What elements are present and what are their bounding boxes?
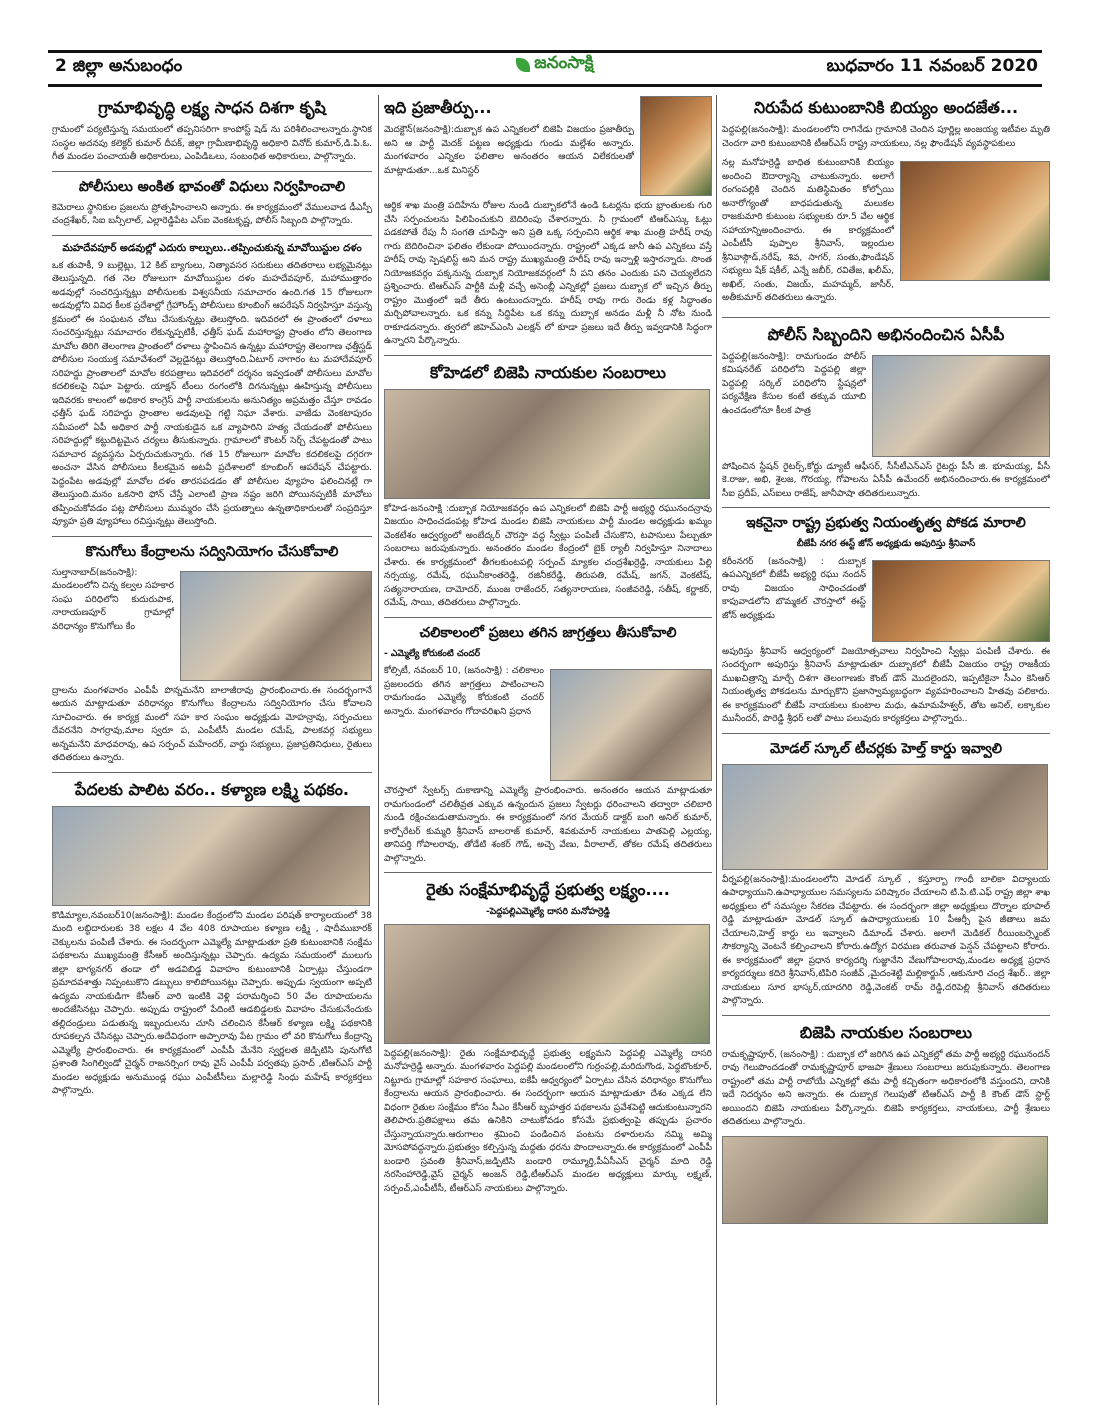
headline: పేదలకు పాలిట వరం.. కళ్యాణ లక్ష్మి పథకం. xyxy=(75,779,349,799)
issue-date: బుధవారం 11 నవంబర్ 2020 xyxy=(826,56,1038,76)
column-left xyxy=(52,92,372,1412)
header-bottom-rule xyxy=(48,84,1042,87)
article-body: వీర్నపల్లి(జనంసాక్షి):మండలంలోని మోడల్ స్కూల్ , కస్తూర్బా గాంధీ బాలికా విద్యాలయ ఉపాధ్యాయుని.ఉపాధ్యాయుల సమస్యలను పరిష్కారం చేయాలని టి.పి.టి.ఎఫ్ రాష్ట్ర జిల్లా శాఖ అధ్యక్షులు లో సమస్యల సేకరణ చేపట్టారు. ఈ సందర్భంగా జిల్లా అధ్యక్షులు దొర్నాల భూపాల్ రెడ్డి మాట్లాడుతూ మోడల్ స్కూల్ ఉపాధ్యాయులకు 10 పీఆర్సీ పైన జీతాలు జమ చేయాలని,హెల్త్ కార్డు లు ఇవ్వాలని డిమాండ్ చేశారు. అలాగే మెడికల్ రీయింబర్స్మెంట్ సౌకర్యాన్ని వెంటనే కల్పించాలని కోరారు.ఉద్యోగ విరమణ తరువాత పెన్షన్ చేపట్టాలని కోరారు. ఈ కార్యక్రమంలో జిల్లా ప్రధాన కార్యదర్శి గుజ్జానేని వేణుగోపాలరావు,మండల అధ్యక్ష ప్రధాన కార్యదర్శులు కదిరె శ్రీనివాస్,టిపిరి సంజీవ్ ,మైదంశెట్టి మల్లికార్జున్ ,ఆకునూరి చంద్ర శేఖర్.. జిల్లా నాయకులు సూర భాస్కర్,యాదగిరి రెడ్డి,వెంకట్ రామ్ రెడ్డి,దరిపెల్లి శ్రీనివాస్ తదితరులు పాల్గొన్నారు. xyxy=(722,874,1050,1006)
news-photo xyxy=(722,764,1048,870)
article-body: ఒక తుపాకీ, 9 బుల్లెట్లు, 12 కిట్ బ్యాగులు, నిత్యావసర సరుకులు తదితరాలు లభ్యమైనట్లు తెలుస్తున్నది. గత నెల రోజులుగా మావోయిస్టుల దళం మహదేవపూర్, మహాముత్తారం అడవుల్లో సంచరిస్తున్నట్లు పోలీసులకు విశ్వసనీయ సమాచారం ఉంది.గత 15 రోజులుగా అడవుల్లోని వివిధ కీలక ప్రదేశాల్లో గ్రేహౌండ్స్ పోలీసులు కూంబింగ్ ఆపరేషన్ నిర్వహిస్తూ వస్తున్న క్రమంలో ఈ సంఘటన చోటు చేసుకున్నట్లు తెలుస్తోంది. ఇదివరలో ఈ ప్రాంతంలో దళాలు సంచరిస్తున్నట్లు సమాచారం లేకున్నప్పటికీ, ఛత్తీస్ ఘడ్ మహారాష్ట్ర ప్రాంతం లోని తెలంగాణ మావోల తిరిగి తెలంగాణ ప్రాంతంలో దళాలు స్థాపించిన ఉన్నట్లు మహారాష్ట్ర తెలంగాణ ఛత్తీస్ఘడ్ పోలీసుల సంయుక్త సమావేశంలో వెల్లడైనట్లు తెలుస్తోంది.ఏటూర్ నాగారం టు మహాదేవపూర్ సరిహద్దు ప్రాంతాలలో మావోల కరపత్రాలు ఇదివరలో దర్శనం ఇవ్వడంతో పోలీసులు మావోల కదలికలపై నిఘా పెట్టారు. యాక్షన్ టీంలు రంగంలోకి దిగనున్నట్లు ఊహిస్తున్న పోలీసులు ఇదివరకు కాలంలో అధికార కాంగ్రెస్ పార్టీ నాయకులను అనునిత్యం అప్రమత్తం చేస్తూ రావడం ఛత్తీస్ ఘడ్ సరిహద్దు ప్రాంతాల అడవులపై గట్టి నిఘా వేశారు. వాజేడు వెంకటాపురం సమీపంలో ఏపీ అధికార పార్టీ నాయకుడైన ఒక వ్యాపారిని హత్య చేయడంతో పోలీసులు సరిహద్దుల్లో కట్టుదిట్టమైన చర్యలు తీసుకున్నారు. గ్రామాలలో కౌంటర్ సెర్చ్ చేపట్టడంతో పాటు సమాచార వ్యవస్థను ఏర్పరుచుకున్నారు. గత 15 రోజులుగా మావోల కదలికలపై దగ్గరగా అంచనా వేసిన పోలీసులు కీలకమైన అటవీ ప్రదేశాలలో కూంబింగ్ ఆపరేషన్ చేపట్టారు. పెద్దంపేట అడవుల్లో మావోల దళం తారసపడడం తో పోలీసుల వ్యూహం ఫలించినట్లే గా తెలుస్తుంది.మనం ఒకసారి ఫోన్ చేస్తే ఎలాంటి ప్రాణ నష్టం జరిగి పోయినప్పటికీ మావోలు తప్పించుకోవడం పట్ల పోలీసులు ముమ్మరం చేసే ప్రయత్నాలు ఉన్నతాధికారులతో సంప్రదిస్తూ వ్యూహ ప్రతి వ్యూహాలు రచిస్తున్నట్లు తెలుస్తోంది. xyxy=(52,260,372,527)
article-body: పెద్దపల్లి(జనంసాక్షి): మండలంలోని రాగినేడు గ్రామానికి చెందిన పూర్ణిల్ల అంజయ్య ఇటీవల మృతి చెందగా వారి కుటుంబానికి టీఆర్ఎస్ రాష్ట్ర నాయకులు, నల్ల ఫౌండేషన్ వ్యవస్థాపకులు xyxy=(722,125,1050,149)
article-divider xyxy=(52,772,372,773)
news-photo xyxy=(52,806,370,906)
headline: ఇకనైనా రాష్ట్ర ప్రభుత్వ నియంతృత్వ పోకడ మారాలి xyxy=(746,515,1026,531)
byline: బీజేపీ నగర ఈస్ట్ జోన్ అధ్యక్షుడు అపురిస్తు శ్రీనివాస్ xyxy=(796,539,976,549)
headline: నిరుపేద కుటుంబానికి బియ్యం అందజేత... xyxy=(753,98,1019,117)
news-photo xyxy=(872,560,1050,642)
column-right xyxy=(722,92,1050,1412)
article-divider xyxy=(384,355,712,356)
news-photo xyxy=(872,355,1050,457)
article-body: రామకృష్ణాపూర్, (జనంసాక్షి) : దుబ్బాక లో జరిగిన ఉప ఎన్నికల్లో తమ పార్టీ అభ్యర్థి రఘునందన్ రావు గెలుపొందడంతో రామకృష్ణాపూర్ భాజపా శ్రేణులు సంబరాలు జరుపుకున్నారు. తెలంగాణ రాష్ట్రంలో తమ పార్టీ రాబోయే ఎన్నికల్లో తమ పార్టీ కచ్చితంగా అధికారంలోకి వస్తుందని, దానికి ఇదే నిదర్శనం అని అన్నారు. ఈ దుబ్బాక గెలుపుతో టిఆర్ఎస్ పార్టీ కి కౌంట్ డౌన్ స్టార్ట్ అయిందని బిజెపి నాయకులు పేర్కొన్నారు. బిజెపి కార్యకర్తలు, నాయకులు, పార్టీ శ్రేణులు తదితరులు పాల్గొన్నారు. xyxy=(722,1049,1050,1127)
headline: కోహెడలో బిజెపి నాయకుల సంబరాలు xyxy=(430,362,666,382)
byline: -పెద్దపల్లిఎమ్మెల్యే దాసరి మనోహర్రెడ్డి xyxy=(486,907,610,917)
article-body: కోల్సిటీ, నవంబర్ 10, (జనంసాక్షి) : చలికాలం ప్రజలందరు తగిన జాగ్రత్తలు పాటించాలని రామగుండం ఎమ్మెల్యే కోరుకంటి చందర్ అన్నారు. మంగళవారం గోదావరిఖని ప్రధాన xyxy=(384,666,544,717)
news-photo xyxy=(384,389,710,499)
news-photo xyxy=(384,924,710,1044)
column-divider xyxy=(378,95,379,1405)
article-divider xyxy=(384,872,712,873)
masthead-logo xyxy=(500,50,610,80)
column-middle xyxy=(384,92,712,1412)
article-divider xyxy=(52,171,372,172)
portrait-photo xyxy=(640,96,712,196)
byline: - ఎమ్మెల్యే కోరుకంటి చందర్ xyxy=(384,648,481,659)
article-body: పెద్దపల్లి(జనంసాక్షి): రైతు సంక్షేమాభివృద్ధే ప్రభుత్వ లక్ష్యమని పెద్దపల్లి ఎమ్మెల్యే దాసరి మనోహర్రెడ్డి అన్నారు. మంగళవారం పెద్దపల్లి మండలంలోని గుర్రంపల్లి,మరిదుగొండ, పెద్దబొంకూర్, నిట్టూరు గ్రామాల్లో సహకార సంఘాలు, ఐకేపీ ఆధ్వర్యంలో ఏర్పాటు చేసిన వరిధాన్యం కొనుగోలు కేంద్రాలను ఆయన ప్రారంభించారు. ఈ సందర్భంగా ఆయన మాట్లాడుతూ దేశం ఎక్కడ లేని విధంగా రైతుల సంక్షేమం కోసం సీఎం కేసీఆర్ బృహత్తర పథకాలను ప్రవేశపెట్టి ఆదుకుంటున్నారని తెలిపారు.ప్రతిపక్షాలు తమ ఉనికిని చాటుకోవడం కోసమే ప్రభుత్వంపై తప్పుడు ప్రచారం చేస్తున్నాయన్నారు.ఆరుగాలం శ్రమించి పండించిన పంటను దళారులను నమ్మి అమ్మి మోసపోవద్దన్నారు.ప్రభుత్వం కల్పిస్తున్న మద్దతు ధరను పొందాలన్నారు.ఈ కార్యక్రమంలో ఎంపీపీ బండారి స్రవంతి శ్రీనివాస్,జడ్పిటిసి బండారి రామ్మూర్తి,పీఏసీఎస్ చైర్మన్ మాది రెడ్డి నరసింహారెడ్డి,వైస్ చైర్మన్ అంజన్ రెడ్డి,టీఆర్ఎస్ మండల అధ్యక్షులు మార్కు లక్ష్మణ్, సర్పంచ్,ఎంపీటీసీ, టీఆర్ఎస్ నాయకులు పాల్గొన్నారు. xyxy=(384,1048,712,1194)
masthead-title: జనంసాక్షి xyxy=(534,53,594,73)
headline: కొనుగోలు కేంద్రాలను సద్వినియోగం చేసుకోవాలి xyxy=(85,543,339,560)
article-divider xyxy=(722,317,1050,318)
news-photo xyxy=(722,1136,1048,1224)
headline: పోలీస్ సిబ్బందిని అభినందించిన ఏసీపీ xyxy=(767,324,1005,344)
headline: చలికాలంలో ప్రజలు తగిన జాగ్రత్తలు తీసుకోవాలి xyxy=(419,624,677,641)
page-section-label: 2 జిల్లా అనుబంధం xyxy=(55,56,183,76)
headline: మహదేవపూర్ అడవుల్లో ఎదురు కాల్పులు..తప్పించుకున్న మావోయిస్టుల దళం xyxy=(62,242,362,254)
article-divider xyxy=(722,1015,1050,1016)
news-photo xyxy=(900,161,1050,281)
news-photo xyxy=(550,669,712,781)
article-divider xyxy=(52,536,372,537)
headline: ఇది ప్రజాతీర్పు... xyxy=(384,98,492,117)
article-divider xyxy=(384,617,712,618)
leaf-icon xyxy=(516,58,530,72)
article-body: కోహెడ-జనంసాక్షి :దుబ్బాక నియోజకవర్గం ఉప ఎన్నికలలో బిజెపి పార్టీ అభ్యర్థి రఘునందన్రావు విజయం సాధించడంపట్ల కోహెడ మండల బిజెపి నాయకులు పార్టీ మండల అధ్యక్షుడు ఖమ్మం వెంకటేశం ఆధ్వర్యంలో అంబేద్కర్ చౌరస్తా వద్ద స్వీట్లు పంపిణీ చేసుకొని, టపాసులు పేల్చుతూ సంబరాలు జరుపుకున్నారు. అనంతరం మండల కేంద్రంలో బైక్ ర్యాలీ నిర్వహిస్తూ నినాదాలు చేశారు. ఈ కార్యక్రమంలో తీగలకుంటపల్లి సర్పంచ్ మ్యాకల చంద్రశేఖర్రెడ్డి, నాయకులు పిల్లి నర్సయ్య, రమేష్, రఘునీకాంతరెడ్డి, రజినీకరేడ్డి, తిరుపతి, రమేష్, జగన్, వెంకటేష్, సత్యనారాయణ, దామోదర్, ముంజ రాజేందర్, సత్యనారాయణ, సంజీవరెడ్డి, సతీష్, కర్ణాకర్, రమేష్, సాయి, తదితరులు పాల్గొన్నారు. xyxy=(384,503,712,608)
article-divider xyxy=(722,733,1050,734)
article-body: కెమెరాలు స్థానికుల ప్రజలను ప్రోత్సహించాలని అన్నారు. ఈ కార్యక్రమంలో వేములవాడ డీఎస్పీ చంద్రశేఖర్, సిఐ బన్సీలాల్, ఎల్లారెడ్డిపేట ఎస్ఐ వెంకటకృష్ణ, పోలీస్ సిబ్బంది పాల్గొన్నారు. xyxy=(52,202,372,226)
article-body: అపురిస్తు శ్రీనివాస్ ఆధ్వర్యంలో విజయోత్సవాలు నిర్వహించి స్వీట్లు పంపిణీ చేశారు. ఈ సందర్భంగా అపురిస్తు శ్రీనివాస్ మాట్లాడుతూ దుబ్బాకలో బీజేపీ విజయం రాష్ట్ర రాజకీయ ముఖచిత్రాన్ని మార్చే దిశగా తెలంగాణకు కౌంట్ డౌన్ మొదలైందని, ఇప్పటికైనా సీఎం కెసిఆర్ నియంతృత్వ పోకడలను మార్చుకొని ప్రజాస్వామ్యబద్ధంగా వ్యవహరించాలని హితవు పలికారు. ఈ కార్యక్రమంలో బీజేపీ నాయకులు కుంటాల మధు, ఉమామహేశ్వర్, తోట అనిల్, లక్కాకుల మునీందర్, పొరెడ్డి శ్రీధర్ లతో పాటు పలువురు కార్యకర్తలు పాల్గొన్నారు.. xyxy=(722,646,1050,724)
news-photo xyxy=(180,571,372,681)
headline: బిజెపి నాయకుల సంబరాలు xyxy=(799,1022,973,1042)
article-body: పెద్దపల్లి(జనంసాక్షి): రామగుండం పోలీస్ కమిషనరేట్ పరిధిలోని పెద్దపల్లి జిల్లా పెద్దపల్లి సర్కిల్ పరిధిలోని స్టేషన్లలో పర్యవేక్షిణ కేసుల కంటే తక్కువ యూబి ఉంచడంలోనూ కీలక పాత్ర xyxy=(722,351,866,416)
headline: పోలీసులు అంకిత భావంతో విధులు నిర్వహించాలి xyxy=(78,178,346,195)
headline: మోడల్ స్కూల్ టీచర్లకు హెల్త్ కార్డు ఇవ్వాలి xyxy=(769,740,1003,757)
headline: గ్రామాభివృద్ధి లక్ష్య సాధన దిశగా కృషి xyxy=(98,98,326,117)
article-divider xyxy=(722,507,1050,508)
article-divider xyxy=(52,235,372,236)
article-body: కరీంనగర్ (జనంసాక్షి) : దుబ్బాక ఉపఎన్నికలో బీజేపీ అభ్యర్థి రఘు నందన్ రావు విజయం సాధించడంతో కాపువాడలోని బొమ్మకల్ చౌరస్తాలో ఈస్ట్ జోన్ అధ్యక్షుడు xyxy=(722,556,866,621)
article-body: మెదక్టౌన్(జనంసాక్షి):దుబ్బాక ఉప ఎన్నికలలో బిజెపి విజయం ప్రజాతీర్పు అని ఆ పార్టీ మెదక్ పట్టణ అధ్యక్షుడు గుండు మల్లేశం అన్నారు. మంగళవారం ఎన్నికల ఫలితాల అనంతరం ఆయన విలేకరులతో మాట్లాడుతూ...ఒక మినిస్టర్ xyxy=(384,125,634,176)
article-body: పోషించిన స్టేషన్ రైటర్స్,కోర్టు డ్యూటీ ఆఫీసర్, సీసీటీఎన్ఎస్ రైటర్లు పీసీ జి. భూమయ్య, పీసీ కె.రాజు, అభి, శైలజ, గొరయ్య, గోపాలను ఏసీపీ ఉమేందర్ అభినందించారు.ఈ కార్యక్రమంలో సీఐ ప్రదీప్, ఎస్ఐలు రాజేష్, జానీపాషా తదితరులున్నారు. xyxy=(722,461,1050,499)
column-divider xyxy=(716,95,717,1405)
article-body: నల్ల మనోహర్రెడ్డి బాధిత కుటుంబానికి బియ్యం అందించి ఔదార్యాన్ని చాటుకున్నారు. అలాగే రంగంపల్లికి చెందిన మతిస్థిమితం కోల్పోయి అనారోగ్యంతో బాధపడుతున్న మలుకల రాజకుమారి కుటుంబ సభ్యులకు రూ.5 వేల ఆర్థిక సహాయాన్నిఅందించారు. ఈ కార్యక్రమంలో ఎంపీటీసీ పుప్పాల శ్రీనివాస్, ఇల్లందుల శ్రీనివాస్గౌడ్,నరేష్, శివ, సాగర్, సంతు,ఫౌండేషన్ సభ్యులు షేక్ షకీల్, ఎన్నే జబీర్, రవితేజ, ఖలీమ్, అఖిల్, సంతు, విజయ్, మహమ్మద్, జాసీర్, అతీకుమార్ తదితరులు ఉన్నారు. xyxy=(722,158,894,303)
headline: రైతు సంక్షేమాభివృద్ధే ప్రభుత్వ లక్ష్యం.... xyxy=(426,880,670,899)
article-body: ద్రాలను మంగళవారం ఎంపీపీ పొన్నమనేని బాలాజీరావు ప్రారంభించారు.ఈ సందర్భంగానే ఆయన మాట్లాడుతూ వరిధాన్యం కొనుగోలు కేంద్రాలను సద్వినియోగం చేసు కోవాలని సూచించారు. ఈ కార్యక్ర మంలో సహ కార సంఘం అధ్యక్షుడు మోహన్రావు, సర్పంచులు దేవరనేని సాగర్రావు,మాల స్వరూ ప, ఎంపీటీసీ మండల రమేష్, పాలకవర్గ సభ్యులు అన్నమనేని మాధవరావు, ఉప సర్పంచ్ మహేందర్, వార్డు సభ్యులు, ప్రజాప్రతినిధులు, రైతులు తదితరులు ఉన్నారు. xyxy=(52,685,372,763)
article-body: సుల్తానాబాద్(జనంసాక్షి): మండలంలోని చిన్న కల్వల సహకార సంఘ పరిధిలోని కుదురుపాక, నారాయణపూర్ గ్రామాల్లో వరిధాన్యం కొనుగోలు కేం xyxy=(52,567,174,632)
article-body: ఆర్థిక శాఖ మంత్రి పదిహేను రోజుల నుండి దుబ్బాకలోనే ఉండి ఓటర్లను భయ భ్రాంతులకు గురి చేసి సర్పంచులను పిలిపించుకుని బెదిరింపు చేశారన్నారు. నీ గ్రామంలో టిఆర్ఎస్కు ఓట్లు పడకపోతే రేపు నీ సంగతి చూపిస్తా అని ప్రతి ఒక్క సర్పంచిని ఆర్థిక శాఖ మంత్రి హరీష్ రావు గారు బెదిరించినా ఫలితం లేకుండా పోయిందన్నారు. రాష్ట్రంలో ఎక్కడ జానీ ఉప ఎన్నికలు వస్తే హరీష్ రావు స్పెషలిస్ట్ అని మన రాష్ట్ర ముఖ్యమంత్రి హరీష్ రావు ఇన్నాళ్లి ఇస్తారన్నారు. సొంత నియోజకవర్గం పక్కనున్న దుబ్బాక నియోజకవర్గంలో నీ పని తనం ఎందుకు పని చెయ్యలేదని ప్రశ్నించారు. టిఆర్ఎస్ పార్టీకి మళ్లీ వచ్చే అసెంబ్లీ ఎన్నికల్లో ప్రజలు దుబ్బాక లో ఇచ్చిన తీర్పు రాష్ట్రం మొత్తంలో ఇదే తీరు ఉంటుందన్నారు. హరీష్ రావు గారు రెండు కళ్ల సిద్ధాంతం మర్చిపోవాలన్నారు. ఒక కన్ను సిద్దిపేట ఒక కన్ను దుబ్బాక అనడం మళ్లీ నీ నోట నుండి రాకూడదన్నారు. త్వరలో జిహెచ్ఎంసి ఎలక్షన్ లో కూడా ప్రజలు ఇదే తీర్పు ఇవ్వడానికి సిద్ధంగా ఉన్నారని పేర్కొన్నారు. xyxy=(384,201,712,346)
article-body: గ్రామంలో పర్యటిస్తున్న సమయంలో తప్పనిసరిగా కాంపోస్ట్ షెడ్ ను పరిశీలించాలన్నారు.స్థానిక సంస్థల అదనపు కలెక్టర్ కుమార్ దీపక్, జిల్లా గ్రామీణాభివృద్ధి అధికారి వినోద్ కుమార్,డి.పి.ఓ. గీత మండల పంచాయతీ అధికారులు, ఎంపిడిఒలు, సంబంధిత అధికారులు, పాల్గొన్నారు. xyxy=(52,125,372,162)
article-body: కొడిమ్యాల,నవంబర్10(జనంసాక్షి): మండల కేంద్రంలోని మండల పరిషత్ కార్యాలయంలో 38 మంది లబ్ధిదారులకు 38 లక్షల 4 వేల 408 రూపాయల కళ్యాణ లక్ష్మి , షాదీముబారక్ చెక్కులను పంపిణీ చేశారు. ఈ సందర్భంగా ఎమ్మెల్యే మాట్లాడుతూ ప్రతి కుటుంబానికి సంక్షేమ పథకాలను ముఖ్యమంత్రి కేసీఆర్ అందిస్తున్నట్లు చెప్పారు. ఉద్యమ సమయంలో ములుగు జిల్లా భాగ్యనగర్ తండా లో అడవిబిడ్డ వివాహం కుటుంబానికి ఏర్పాట్లు చేస్తుండగా ప్రమాదవశాత్తు నిప్పంటుకొని డబ్బులు కాలిపోయినట్లు చెప్పారు. అప్పుడు స్వయంగా అప్పటి ఉద్యమ నాయకుడిగా కేసీఆర్ వారి ఇంటికి వెళ్లి పరామర్శించి 50 వేల రూపాయలను అందజేసినట్లు చెప్పారు. అప్పుడు రాష్ట్రంలో పేదింటి ఆడబిడ్డలకు వివాహం చేసుకునేందుకు తల్లిదండ్రులు పడుతున్న ఇబ్బందులను చూసి చలించిన కేసీఆర్ కళ్యాణ లక్ష్మి పథకానికి రూపకల్పన చేసినట్లు చెప్పారు.అదేవిధంగా అప్పారావు పేట గ్రామం లో వరి కొనుగోలు కేంద్రాన్ని ఎమ్మెల్యే ప్రారంభించారు. ఈ కార్యక్రమంలో ఎంపీపీ మేనేని స్వర్ణలత జెడ్పిటిసి పునుగోటి ప్రశాంతి సింగిల్విండో చైర్మన్ రాజనర్సింగ రావు వైస్ ఎంపీపీ పర్వతపు ప్రసాద్ ,టిఆర్ఎస్ పార్టీ మండల అధ్యక్షుడు అనుముండ్ల రఘు ఎంపీటీసీలు మల్లారెడ్డి సింధు మహేష్ కార్యకర్తలు పాల్గొన్నారు. xyxy=(52,910,372,1096)
article-body: చౌరస్తాలో స్వేటర్స్ దుకాణాన్ని ఎమ్మెల్యే ప్రారంభించారు. అనంతరం ఆయన మాట్లాడుతూ రామగుండంలో చలితీవ్రత ఎక్కువ ఉన్నందున ప్రజలు స్వేటర్లు ధరించాలని తద్వారా చలిబారి నుండి రక్షించబడుతామన్నారు. ఈ కార్యక్రమంలో నగర మేయర్ డాక్టర్ బంగి అనిల్ కుమార్, కార్పోరేటర్ కుమ్మరి శ్రీనివాస్ బాలరాజ్ కుమార్, శివకుమార్ నాయకులు పాతపెల్లి ఎల్లయ్య, తానిపర్తి గోపాలరావు, తోడేటి శంకర్ గౌడ్, అచ్చె వేణు, వీరాలాల్, తోకల రమేష్ తదితరులు పాల్గొన్నారు. xyxy=(384,786,712,864)
